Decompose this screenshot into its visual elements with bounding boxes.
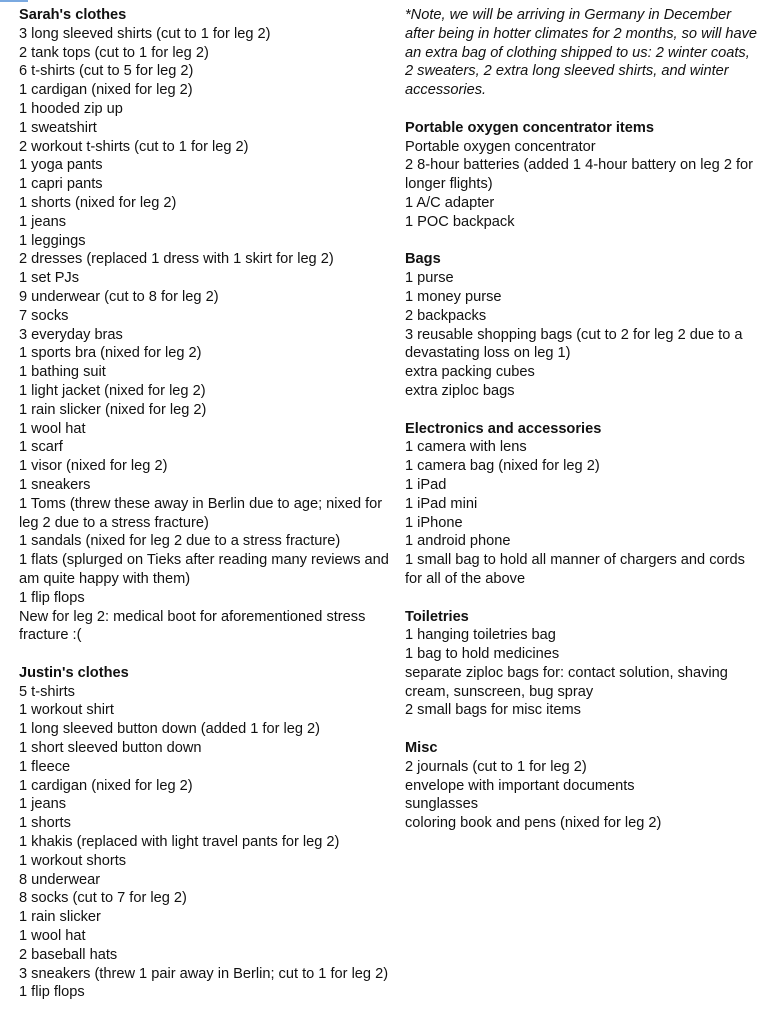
- list-item: separate ziploc bags for: contact solution, shaving cream, sunscreen, bug spray: [405, 664, 728, 700]
- list-item: 1 workout shirt: [19, 702, 114, 719]
- left-column: [19, 6, 391, 1021]
- section-title: Portable oxygen concentrator items: [405, 119, 654, 136]
- list-item: sunglasses: [405, 796, 479, 813]
- list-item: 8 socks (cut to 7 for leg 2): [19, 890, 187, 907]
- list-item: 1 jeans: [19, 213, 67, 230]
- list-item: 1 jeans: [19, 796, 67, 813]
- list-item: 3 reusable shopping bags (cut to 2 for leg 2 due to a devastating loss on leg 1): [405, 326, 743, 362]
- list-item: 1 shorts (nixed for leg 2): [19, 194, 177, 211]
- list-item: 1 android phone: [405, 533, 511, 550]
- winter-clothing-note: *Note, we will be arriving in Germany in December after being in hotter climates for 2 months, so will have an extra bag of clothing shipped to us: 2 winter coats, 2 sweaters, 2 extra long sleeved shirts, and winter accessories.: [405, 7, 758, 99]
- list-item: 1 rain slicker: [19, 909, 101, 926]
- list-item: coloring book and pens (nixed for leg 2): [405, 815, 662, 832]
- list-item: 1 rain slicker (nixed for leg 2): [19, 401, 207, 418]
- list-item: 1 leggings: [19, 232, 86, 249]
- list-item: 1 fleece: [19, 758, 71, 775]
- list-item: Portable oxygen concentrator: [405, 138, 596, 155]
- list-item: 5 t-shirts: [19, 683, 75, 700]
- list-item: 1 camera with lens: [405, 439, 527, 456]
- list-item: 1 purse: [405, 270, 454, 287]
- section-portable-oxygen-concentrator-items: [405, 119, 760, 232]
- list-item: 1 sneakers: [19, 476, 91, 493]
- list-item: envelope with important documents: [405, 777, 635, 794]
- top-edge-accent: [0, 0, 28, 2]
- list-item: 1 yoga pants: [19, 157, 103, 174]
- list-item: 1 money purse: [405, 288, 502, 305]
- list-item: 2 workout t-shirts (cut to 1 for leg 2): [19, 138, 249, 155]
- section-title: Electronics and accessories: [405, 420, 602, 437]
- section-misc: [405, 739, 760, 833]
- list-item: 1 visor (nixed for leg 2): [19, 458, 168, 475]
- list-item: 1 POC backpack: [405, 213, 515, 230]
- list-item: 1 set PJs: [19, 270, 80, 287]
- section-bags: [405, 250, 760, 400]
- section-title: Sarah's clothes: [19, 7, 127, 23]
- list-item: 1 sports bra (nixed for leg 2): [19, 345, 202, 362]
- list-item: 2 small bags for misc items: [405, 702, 581, 719]
- list-item: 1 flip flops: [19, 984, 85, 1001]
- list-item: New for leg 2: medical boot for aforementioned stress fracture :(: [19, 608, 366, 644]
- list-item: 1 cardigan (nixed for leg 2): [19, 82, 193, 99]
- list-item: 1 wool hat: [19, 420, 86, 437]
- section-title: Bags: [405, 251, 441, 268]
- list-item: extra packing cubes: [405, 364, 535, 381]
- list-item: 1 bag to hold medicines: [405, 646, 560, 663]
- list-item: 1 wool hat: [19, 928, 86, 945]
- list-item: 2 journals (cut to 1 for leg 2): [405, 758, 587, 775]
- section-sarah-s-clothes: [19, 6, 391, 645]
- list-item: 1 scarf: [19, 439, 63, 456]
- list-item: 7 socks: [19, 307, 69, 324]
- list-item: 1 light jacket (nixed for leg 2): [19, 382, 206, 399]
- list-item: 1 Toms (threw these away in Berlin due to age; nixed for leg 2 due to a stress fracture): [19, 495, 383, 531]
- section-toiletries: [405, 608, 760, 721]
- list-item: 3 everyday bras: [19, 326, 123, 343]
- list-item: 2 backpacks: [405, 307, 487, 324]
- list-item: 1 long sleeved button down (added 1 for leg 2): [19, 721, 321, 738]
- list-item: 1 iPad: [405, 476, 447, 493]
- list-item: extra ziploc bags: [405, 382, 515, 399]
- list-item: 1 iPhone: [405, 514, 463, 531]
- list-item: 3 sneakers (threw 1 pair away in Berlin; cut to 1 for leg 2): [19, 965, 389, 982]
- list-item: 2 dresses (replaced 1 dress with 1 skirt for leg 2): [19, 251, 334, 268]
- list-item: 8 underwear: [19, 871, 101, 888]
- right-column: [405, 6, 760, 852]
- list-item: 1 cardigan (nixed for leg 2): [19, 777, 193, 794]
- list-item: 1 capri pants: [19, 176, 103, 193]
- section-justin-s-clothes: [19, 664, 391, 1002]
- list-item: 1 hooded zip up: [19, 100, 123, 117]
- list-item: 1 camera bag (nixed for leg 2): [405, 458, 600, 475]
- right-sections: [405, 119, 760, 833]
- list-item: 1 iPad mini: [405, 495, 478, 512]
- section-title: Justin's clothes: [19, 664, 129, 681]
- list-item: 2 baseball hats: [19, 946, 118, 963]
- list-item: 1 bathing suit: [19, 364, 106, 381]
- list-item: 3 long sleeved shirts (cut to 1 for leg 2): [19, 25, 271, 42]
- list-item: 2 8-hour batteries (added 1 4-hour battery on leg 2 for longer flights): [405, 157, 754, 193]
- list-item: 1 flats (splurged on Tieks after reading many reviews and am quite happy with them): [19, 552, 389, 587]
- list-item: 1 shorts: [19, 815, 71, 832]
- list-item: 1 sweatshirt: [19, 119, 97, 136]
- list-item: 2 tank tops (cut to 1 for leg 2): [19, 44, 209, 61]
- list-item: 1 hanging toiletries bag: [405, 627, 556, 644]
- list-item: 1 workout shorts: [19, 852, 127, 869]
- list-item: 6 t-shirts (cut to 5 for leg 2): [19, 63, 194, 80]
- list-item: 1 sandals (nixed for leg 2 due to a stress fracture): [19, 533, 341, 550]
- list-item: 9 underwear (cut to 8 for leg 2): [19, 288, 219, 305]
- list-item: 1 small bag to hold all manner of chargers and cords for all of the above: [405, 552, 745, 587]
- list-item: 1 khakis (replaced with light travel pants for leg 2): [19, 834, 340, 851]
- section-title: Toiletries: [405, 608, 469, 625]
- list-item: 1 flip flops: [19, 589, 85, 606]
- list-item: 1 short sleeved button down: [19, 740, 202, 757]
- section-electronics-and-accessories: [405, 420, 760, 589]
- section-title: Misc: [405, 740, 438, 757]
- list-item: 1 A/C adapter: [405, 194, 495, 211]
